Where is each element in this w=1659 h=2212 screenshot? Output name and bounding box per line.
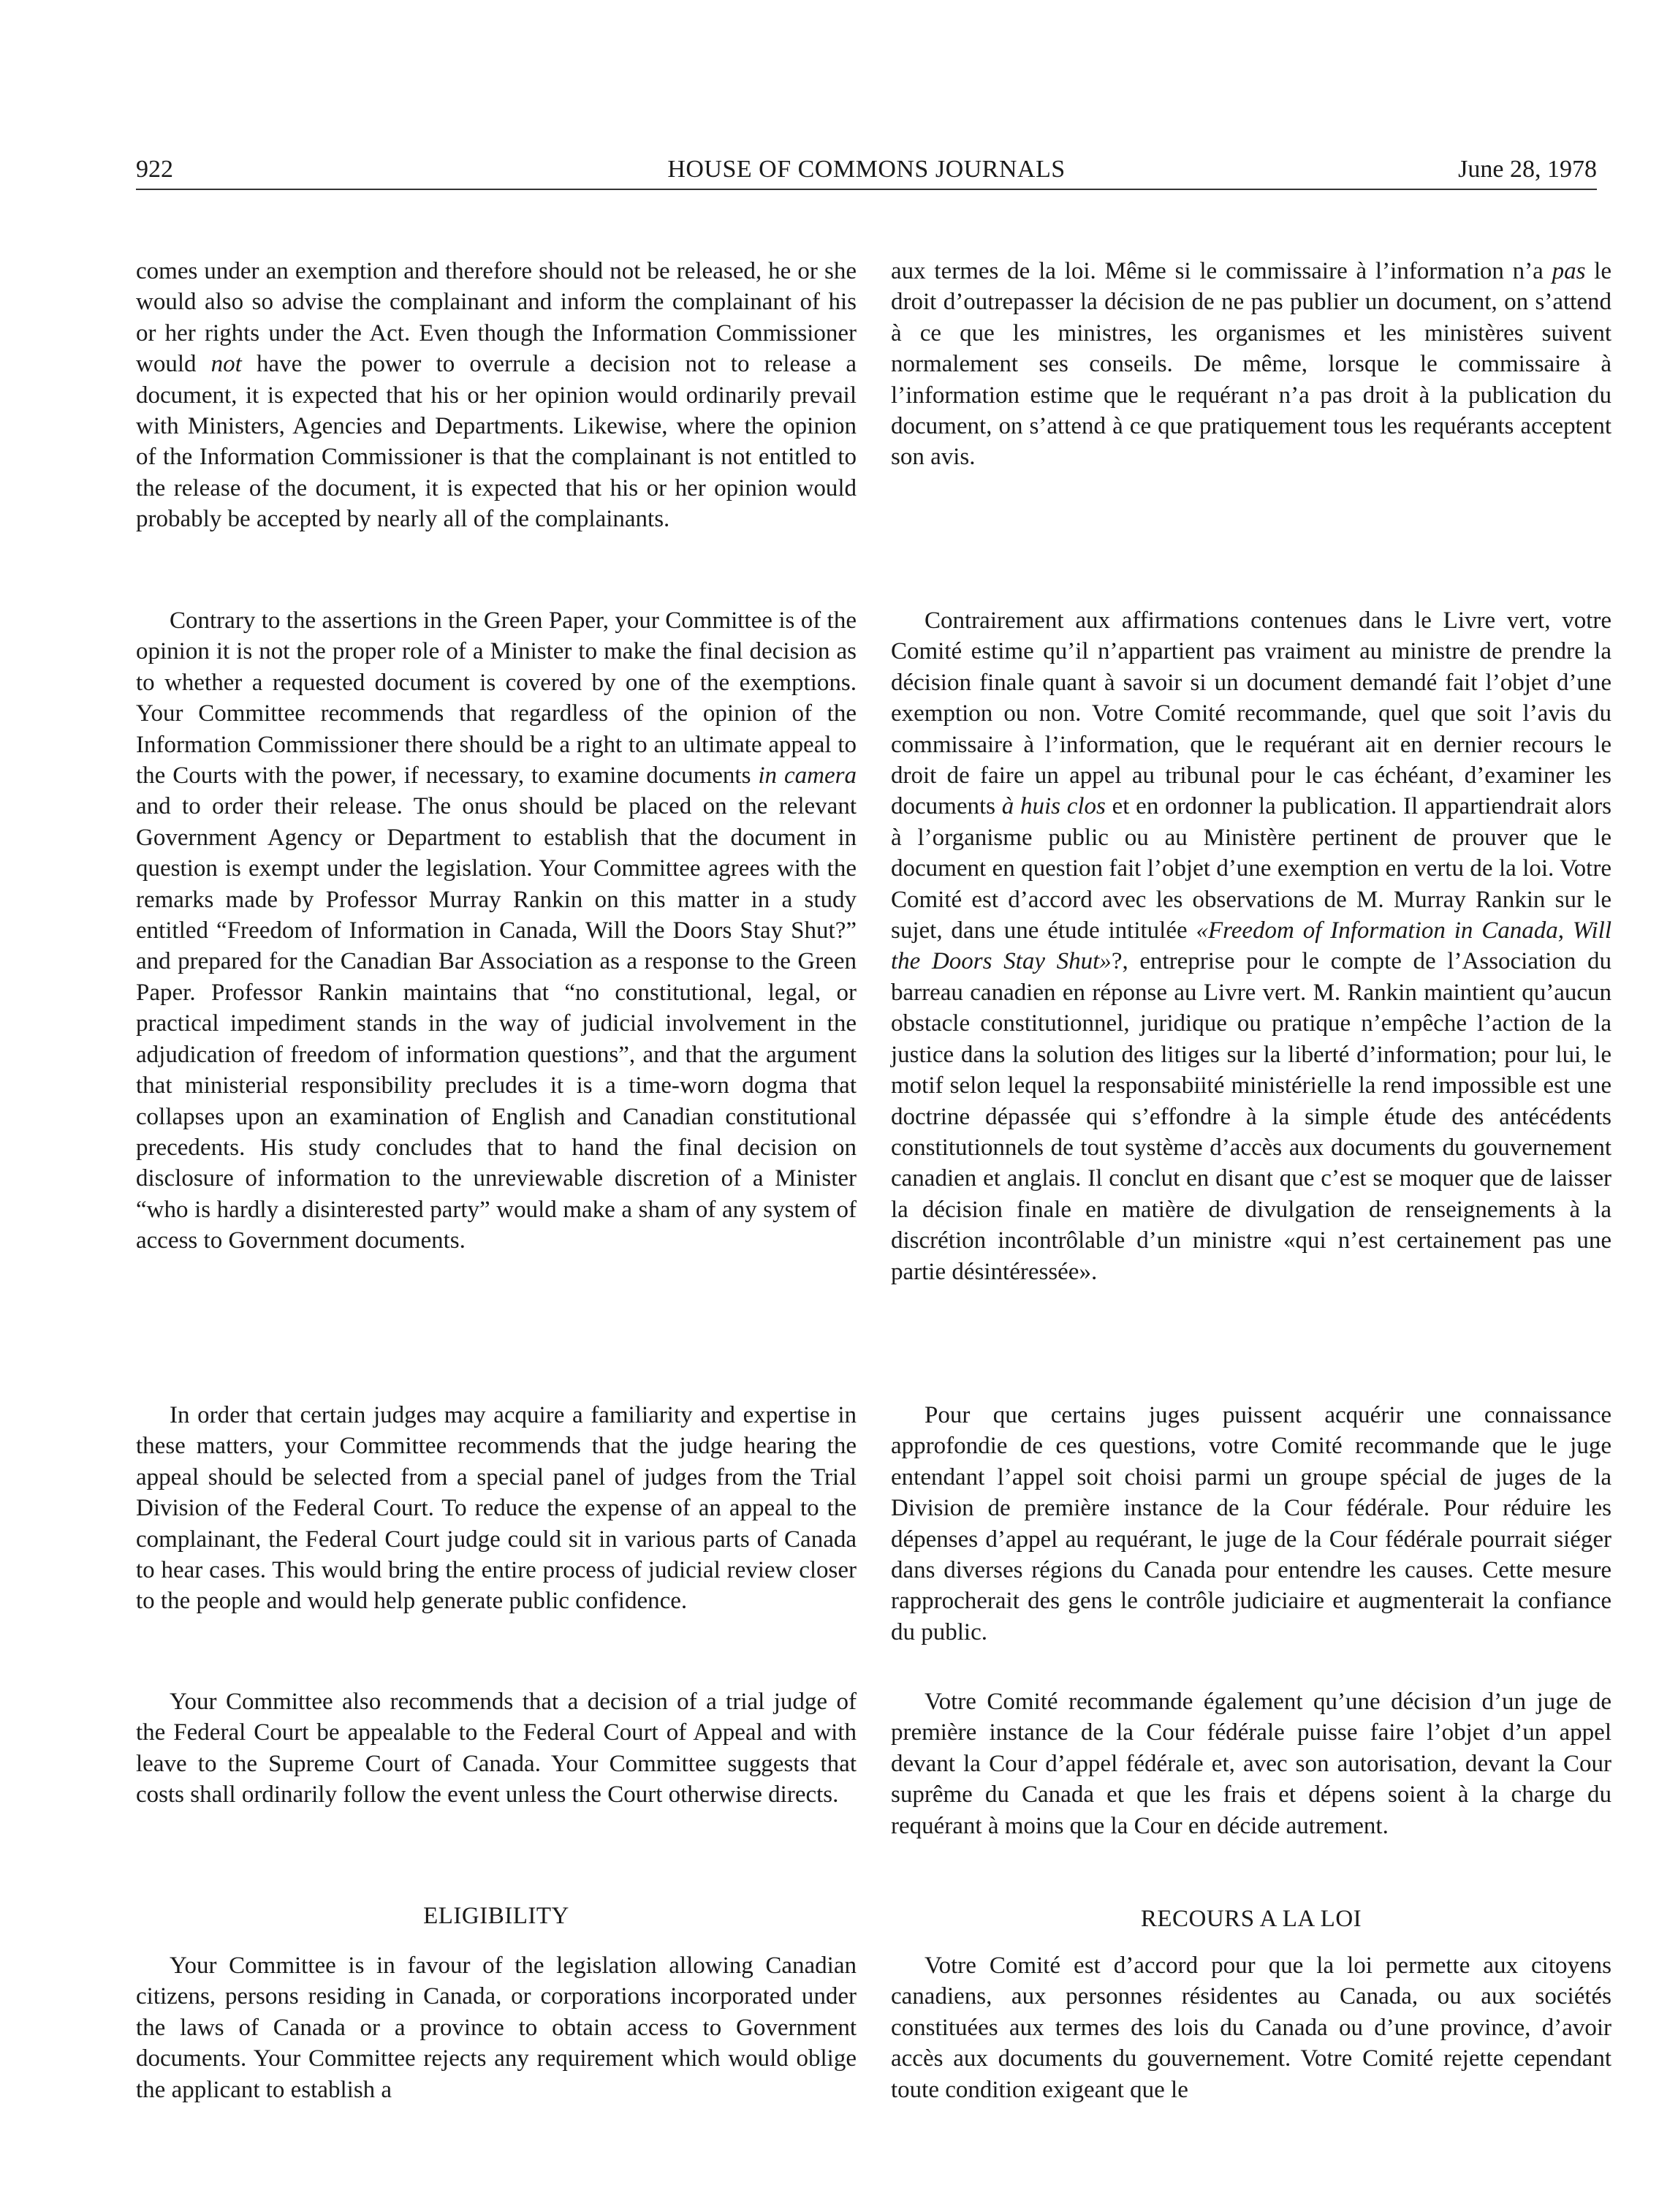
fr-paragraph-2: Contrairement aux affirmations contenues dans le Livre vert, votre Comité estime qu’il n’appartient pas vraiment au ministre de prendre la décision finale quant à savoir si un document demandé fait l’objet d’une exemption ou non. Votre Comité recommande, quel que soit l’avis du commissaire à l’information, que le requérant ait en dernier recours le droit de faire un appel au tribunal pour le cas échéant, d’examiner les documents à huis clos et en ordonner la publication. Il appartiendrait alors à l’organisme public ou au Ministère pertinent de prouver que le document en question fait l’objet d’une exemption en vertu de la loi. Votre Comité est d’accord avec les observations de M. Murray Rankin sur le sujet, dans une étude intitulée «Freedom of Information in Canada, Will the Doors Stay Shut»?, entreprise pour le compte de l’Association du barreau canadien en réponse au Livre vert. M. Rankin maintient qu’aucun obstacle constitutionnel, juridique ou pratique n’empêche l’action de la justice dans la solution des litiges sur la liberté d’information; pour lui, le motif selon lequel la responsabiité ministérielle la rend impossible est une doctrine dépassée qui s’effondre à la simple étude des antécédents constitutionnels de tout système d’accès aux documents du gouvernement canadien et anglais. Il conclut en disant que c’est se moquer que de laisser la décision finale en matière de divulgation de renseignements à la discrétion incontrôlable d’un ministre «qui n’est certainement pas une partie désintéressée». (891, 607, 1611, 1285)
en-paragraph-4: Your Committee also recommends that a decision of a trial judge of the Federal Court be appealable to the Federal Court of Appeal and with leave to the Supreme Court of Canada. Your Committee suggests that costs shall ordinarily follow the event unless the Court otherwise directs. (136, 1689, 857, 1808)
fr-paragraph-3: Pour que certains juges puissent acquérir une connaissance approfondie de ces questions, votre Comité recommande que le juge entendant l’appel soit choisi parmi un groupe spécial de juges de la Division de première instance de la Cour fédérale. Pour réduire les dépenses d’appel au requérant, le juge de la Cour fédérale pourrait siéger dans diverses régions du Canada pour entendre les causes. Cette mesure rapprocherait des gens le contrôle judiciaire et augmenterait la confiance du public. (891, 1402, 1611, 1645)
page-number: 922 (136, 156, 173, 183)
en-paragraph-1: comes under an exemption and therefore should not be released, he or she would also so advise the complainant and inform the complainant of his or her rights under the Act. Even though the Information Commissioner would not have the power to overrule a decision not to release a document, it is expected that his or her opinion would ordinarily prevail with Ministers, Agencies and Departments. Likewise, where the opinion of the Information Commissioner is that the complainant is not entitled to the release of the document, it is expected that his or her opinion would probably be accepted by nearly all of the complainants. (136, 258, 857, 533)
fr-paragraph-1: aux termes de la loi. Même si le commissaire à l’information n’a pas le droit d’outrepasser la décision de ne pas publier un document, on s’attend à ce que les ministres, les organismes et les ministères suivent normalement ses conseils. De même, lorsque le commissaire à l’information estime que le requérant n’a pas droit à la publication du document, on s’attend à ce que pratiquement tous les requérants acceptent son avis. (891, 258, 1611, 471)
header-rule (136, 189, 1597, 190)
en-paragraph-3: In order that certain judges may acquire a familiarity and expertise in these matters, your Committee recommends that the judge hearing the appeal should be selected from a special panel of judges from the Trial Division of the Federal Court. To reduce the expense of an appeal to the complainant, the Federal Court judge could sit in various parts of Canada to hear cases. This would bring the entire process of judicial review closer to the people and would help generate public confidence. (136, 1402, 857, 1615)
en-section-heading: ELIGIBILITY (423, 1903, 569, 1929)
header-date: June 28, 1978 (1458, 156, 1597, 183)
fr-paragraph-4: Votre Comité recommande également qu’une décision d’un juge de première instance de la Cour fédérale puisse faire l’objet d’un appel devant la Cour d’appel fédérale et, avec son autorisation, devant la Cour suprême du Canada et que les frais et dépens soient à la charge du requérant à moins que la Cour en décide autrement. (891, 1689, 1611, 1839)
fr-paragraph-5: Votre Comité est d’accord pour que la loi permette aux citoyens canadiens, aux personnes résidentes au Canada, ou aux sociétés constituées aux termes des lois du Canada ou d’une province, d’avoir accès aux documents du gouvernement. Votre Comité rejette cependant toute condition exigeant que le (891, 1952, 1611, 2103)
fr-section-heading: RECOURS A LA LOI (1140, 1906, 1362, 1932)
en-paragraph-5: Your Committee is in favour of the legislation allowing Canadian citizens, persons residing in Canada, or corporations incorporated under the laws of Canada or a province to obtain access to Government documents. Your Committee rejects any requirement which would oblige the applicant to establish a (136, 1952, 857, 2103)
en-paragraph-2: Contrary to the assertions in the Green Paper, your Committee is of the opinion it is not the proper role of a Minister to make the final decision as to whether a requested document is covered by one of the exemptions. Your Committee recommends that regardless of the opinion of the Information Commissioner there should be a right to an ultimate appeal to the Courts with the power, if necessary, to examine documents in camera and to order their release. The onus should be placed on the relevant Government Agency or Department to establish that the document in question is exempt under the legislation. Your Committee agrees with the remarks made by Professor Murray Rankin on this matter in a study entitled “Freedom of Information in Canada, Will the Doors Stay Shut?” and prepared for the Canadian Bar Association as a response to the Green Paper. Professor Rankin maintains that “no constitutional, legal, or practical impediment stands in the way of judicial involvement in the adjudication of freedom of information questions”, and that the argument that ministerial responsibility precludes it is a time-worn dogma that collapses upon an examination of English and Canadian constitutional precedents. His study concludes that to hand the final decision on disclosure of information to the unreviewable discretion of a Minister “who is hardly a disinterested party” would make a sham of any system of access to Government documents. (136, 607, 857, 1254)
journal-title: HOUSE OF COMMONS JOURNALS (667, 156, 1066, 183)
running-header (136, 151, 1597, 189)
